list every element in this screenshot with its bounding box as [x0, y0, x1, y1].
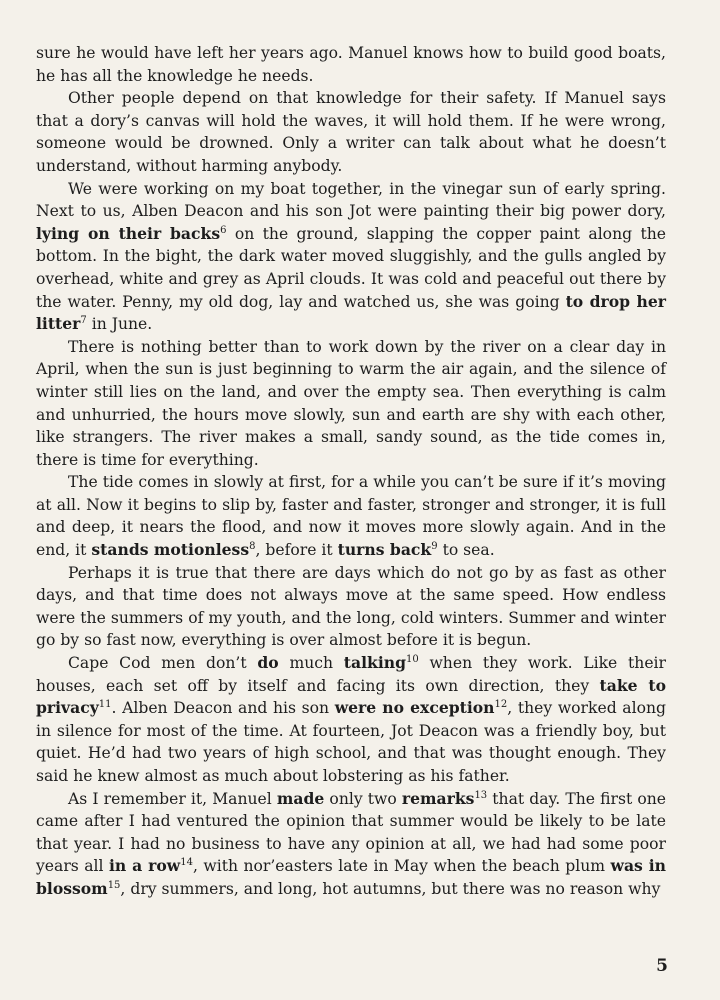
- glossary-term: remarks: [401, 788, 475, 808]
- footnote-ref: 14: [180, 857, 193, 869]
- text-run: when they work. Like their houses, each set off by itself and facing its own direction, they: [36, 654, 666, 695]
- footnote-ref: 9: [431, 540, 438, 552]
- footnote-ref: 7: [80, 314, 87, 326]
- text-run: in June.: [86, 315, 153, 334]
- paragraph: [36, 336, 666, 472]
- glossary-term: do: [257, 653, 279, 673]
- paragraph: [36, 788, 666, 901]
- glossary-term: was in blossom: [36, 856, 667, 898]
- glossary-term: in a row: [108, 856, 181, 876]
- page-body: [36, 42, 666, 901]
- paragraph: [36, 87, 666, 177]
- paragraph: [36, 178, 666, 336]
- text-run: on the ground, slapping the copper paint along the bottom. In the bight, the dark water moved sluggishly, and the gulls angled by overhead, white and grey as April clouds. It was cold and peaceful out there by the water. Penny, my old dog, lay and watched us, she was going: [36, 224, 666, 311]
- text-run: Other people depend on that knowledge for their safety. If Manuel says that a dory’s canvas will hold the waves, it will hold them. If he were wrong, someone would be drowned. Only a writer can talk about what he doesn’t understand, without harming anybody.: [36, 89, 666, 175]
- text-run: , before it: [255, 541, 338, 560]
- text-run: , with nor’easters late in May when the beach plum: [192, 857, 611, 876]
- text-run: , they worked along in silence for most of the time. At fourteen, Jot Deacon was a friendly boy, but quiet. He’d had two years of high school, and that was thought enough. They said he knew almost as much about lobstering as his father.: [36, 699, 666, 785]
- glossary-term: talking: [343, 653, 406, 673]
- glossary-term: turns back: [337, 540, 432, 560]
- text-run: only two: [324, 789, 402, 808]
- text-run: . Alben Deacon and his son: [111, 699, 335, 718]
- paragraph: [36, 42, 666, 87]
- text-run: We were working on my boat together, in the vinegar sun of early spring. Next to us, Alben Deacon and his son Jot were painting their big power dory,: [36, 179, 666, 221]
- text-run: to sea.: [437, 541, 495, 560]
- text-run: much: [278, 654, 344, 673]
- glossary-term: lying on their backs: [36, 223, 221, 243]
- text-run: There is nothing better than to work down by the river on a clear day in April, when the sun is just beginning to warm the air again, and the silence of winter still lies on the land, and over the empty sea. Then everything is calm and unhurried, the hours move slowly, sun and earth are shy with each other, like strangers. The river makes a small, sandy sound, as the tide comes in, there is time for everything.: [36, 337, 666, 469]
- footnote-ref: 10: [405, 653, 419, 665]
- text-run: The tide comes in slowly at first, for a while you can’t be sure if it’s moving at all. Now it begins to slip by, faster and faster, stronger and stronger, it is full and deep, it nears the flood, and now it moves more slowly again. And in the end, it: [36, 473, 666, 560]
- footnote-ref: 6: [220, 224, 227, 236]
- paragraph: [36, 562, 666, 652]
- page-number: 5: [656, 956, 668, 976]
- footnote-ref: 13: [474, 789, 488, 801]
- glossary-term: to drop her litter: [36, 291, 666, 334]
- paragraph: [36, 652, 666, 788]
- text-run: sure he would have left her years ago. Manuel knows how to build good boats, he has all the knowledge he needs.: [36, 44, 666, 85]
- glossary-term: take to privacy: [36, 675, 666, 718]
- text-run: , dry summers, and long, hot autumns, but there was no reason why: [120, 879, 661, 898]
- footnote-ref: 15: [107, 879, 121, 891]
- footnote-ref: 11: [98, 699, 112, 711]
- text-run: As I remember it, Manuel: [68, 789, 277, 808]
- glossary-term: were no exception: [334, 698, 495, 718]
- text-run: that day. The first one came after I had ventured the opinion that summer would be likely to be late that year. I had no business to have any opinion at all, we had had some poor years all: [36, 789, 667, 876]
- text-run: Cape Cod men don’t: [68, 654, 258, 673]
- footnote-ref: 12: [494, 699, 508, 711]
- text-run: Perhaps it is true that there are days which do not go by as fast as other days, and that time does not always move at the same speed. How endless were the summers of my youth, and the long, cold winters. Summer and winter go by so fast now, everything is over almost before it is begun.: [36, 563, 666, 650]
- glossary-term: made: [276, 788, 325, 808]
- glossary-term: stands motionless: [91, 540, 250, 560]
- paragraph: [36, 471, 666, 561]
- footnote-ref: 8: [249, 540, 256, 552]
